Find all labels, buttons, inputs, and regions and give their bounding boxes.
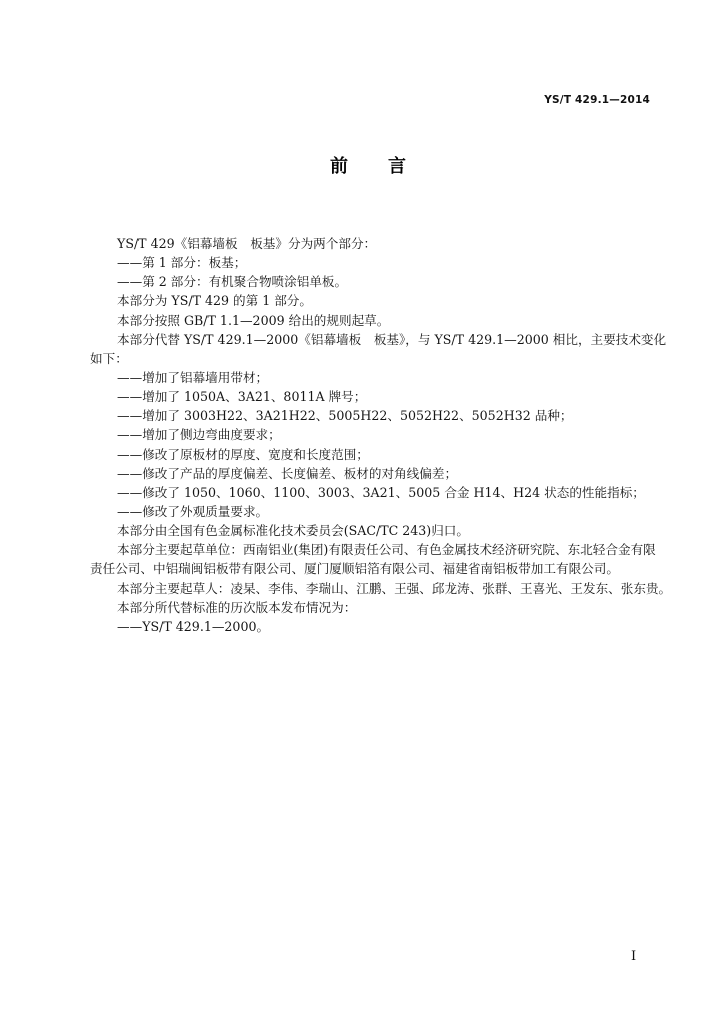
page-number: I bbox=[631, 949, 637, 964]
paragraph-line: ——增加了铝幕墙用带材； bbox=[117, 369, 269, 385]
paragraph-line: ——增加了侧边弯曲度要求； bbox=[117, 427, 281, 443]
foreword-paragraph bbox=[0, 521, 726, 540]
paragraph-line: ——修改了原板材的厚度、宽度和长度范围； bbox=[117, 446, 369, 462]
change-item bbox=[0, 502, 726, 521]
paragraph-line: 本部分所代替标准的历次版本发布情况为： bbox=[117, 599, 357, 615]
foreword-body bbox=[0, 234, 726, 636]
paragraph-line: ——YS/T 429.1—2000。 bbox=[117, 618, 270, 634]
part-list-item bbox=[0, 253, 726, 272]
standard-code: YS/T 429.1—2014 bbox=[544, 94, 650, 106]
paragraph-line: ——修改了 1050、1060、1100、3003、3A21、5005 合金 H14、H24 状态的性能指标； bbox=[117, 484, 645, 500]
foreword-heading: 前 言 bbox=[330, 156, 417, 177]
foreword-paragraph bbox=[0, 540, 726, 578]
paragraph-line: ——第 2 部分：有机聚合物喷涂铝单板。 bbox=[117, 274, 348, 290]
paragraph-line: ——第 1 部分：板基； bbox=[117, 255, 247, 271]
paragraph-line: ——增加了 3003H22、3A21H22、5005H22、5052H22、5052H32 品种； bbox=[117, 408, 573, 424]
foreword-paragraph bbox=[0, 579, 726, 598]
superseded-edition-item bbox=[0, 617, 726, 636]
foreword-paragraph bbox=[0, 598, 726, 617]
paragraph-line: 本部分按照 GB/T 1.1—2009 给出的规则起草。 bbox=[117, 312, 390, 328]
foreword-paragraph bbox=[0, 311, 726, 330]
paragraph-line: 如下： bbox=[90, 350, 128, 366]
change-item bbox=[0, 387, 726, 406]
part-list-item bbox=[0, 272, 726, 291]
paragraph-line: 责任公司、中铝瑞闽铝板带有限公司、厦门厦顺铝箔有限公司、福建省南铝板带加工有限公司。 bbox=[90, 561, 619, 577]
paragraph-line: YS/T 429《铝幕墙板 板基》分为两个部分： bbox=[117, 236, 377, 251]
change-item bbox=[0, 425, 726, 444]
paragraph-line: ——修改了外观质量要求。 bbox=[117, 503, 269, 519]
change-item bbox=[0, 464, 726, 483]
change-item bbox=[0, 368, 726, 387]
paragraph-line: ——修改了产品的厚度偏差、长度偏差、板材的对角线偏差； bbox=[117, 465, 458, 481]
paragraph-line: 本部分代替 YS/T 429.1—2000《铝幕墙板 板基》，与 YS/T 429.1—2000 相比，主要技术变化 bbox=[117, 331, 667, 347]
paragraph-line: 本部分主要起草单位：西南铝业(集团)有限责任公司、有色金属技术经济研究院、东北轻合金有限 bbox=[117, 542, 656, 558]
change-item bbox=[0, 445, 726, 464]
change-item bbox=[0, 483, 726, 502]
paragraph-line: 本部分主要起草人：凌杲、李伟、李瑞山、江鹏、王强、邱龙涛、张群、王喜光、王发东、张东贵。 bbox=[117, 580, 672, 596]
foreword-paragraph bbox=[0, 330, 726, 368]
paragraph-line: 本部分为 YS/T 429 的第 1 部分。 bbox=[117, 293, 312, 309]
foreword-paragraph bbox=[0, 234, 726, 253]
change-item bbox=[0, 406, 726, 425]
paragraph-line: 本部分由全国有色金属标准化技术委员会(SAC/TC 243)归口。 bbox=[117, 523, 469, 539]
foreword-paragraph bbox=[0, 291, 726, 310]
paragraph-line: ——增加了 1050A、3A21、8011A 牌号； bbox=[117, 389, 367, 405]
